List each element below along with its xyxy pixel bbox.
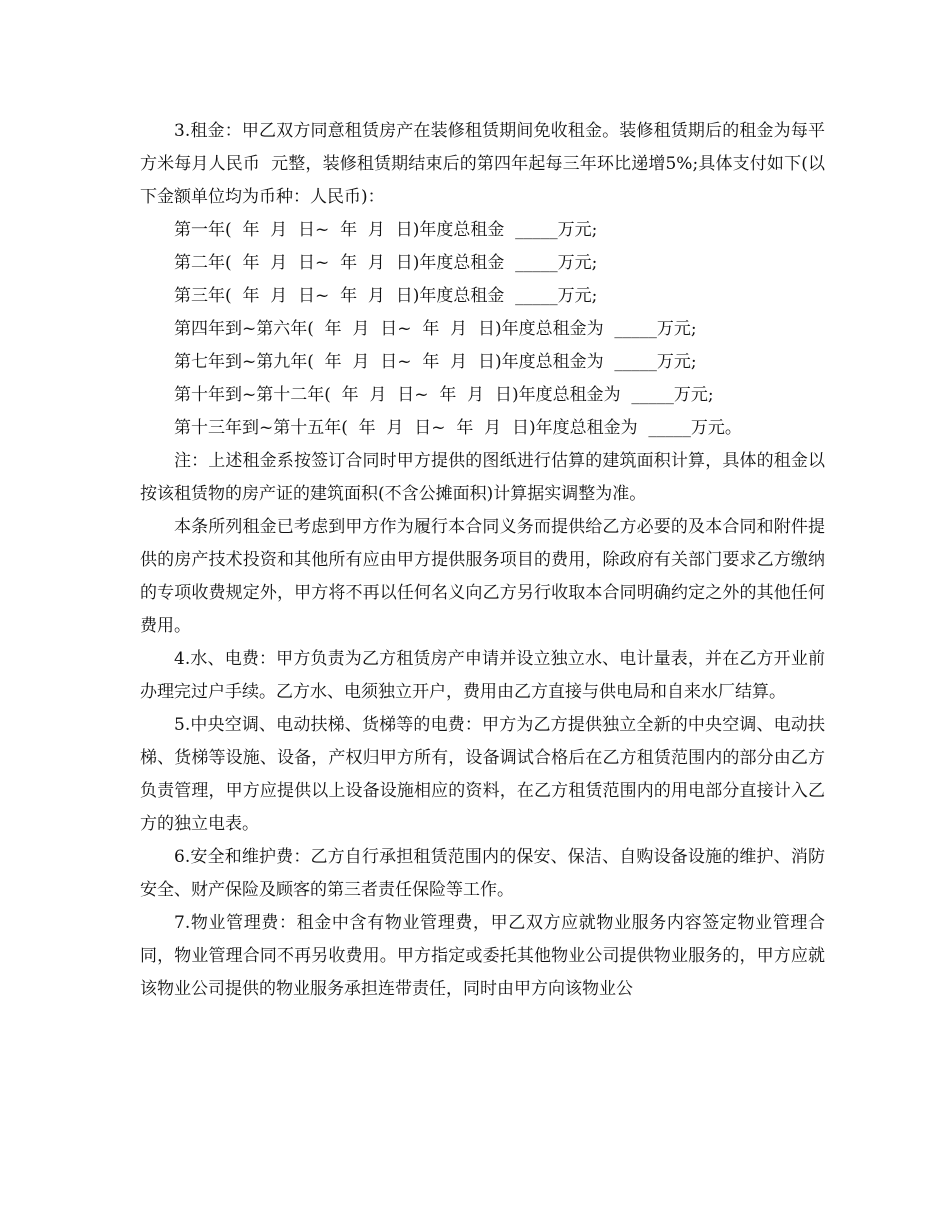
hvac-clause: 5.中央空调、电动扶梯、货梯等的电费：甲方为乙方提供独立全新的中央空调、电动扶梯、货梯等设施、设备，产权归甲方所有，设备调试合格后在乙方租赁范围内的部分由乙方负责管理，甲方应提供以上设备设施相应的资料，在乙方租赁范围内的用电部分直接计入乙方的独立电表。 [140, 715, 825, 834]
rent-years-7-9: 第七年到~第九年( 年 月 日~ 年 月 日)年度总租金为 _____万元; [174, 352, 697, 372]
utilities-clause: 4.水、电费：甲方负责为乙方租赁房产申请并设立独立水、电计量表，并在乙方开业前办理完过户手续。乙方水、电须独立开户，费用由乙方直接与供电局和自来水厂结算。 [140, 649, 825, 702]
rent-clause: 3.租金：甲乙双方同意租赁房产在装修租赁期间免收租金。装修租赁期后的租金为每平方米每月人民币 元整，装修租赁期结束后的第四年起每三年环比递增5%;具体支付如下(以下金额单位均为币种：人民币)： [140, 121, 825, 207]
rent-year-2: 第二年( 年 月 日~ 年 月 日)年度总租金 _____万元; [174, 253, 598, 273]
rent-years-13-15: 第十三年到~第十五年( 年 月 日~ 年 月 日)年度总租金为 _____万元。 [174, 418, 742, 438]
rent-years-4-6: 第四年到~第六年( 年 月 日~ 年 月 日)年度总租金为 _____万元; [174, 319, 697, 339]
rent-years-10-12: 第十年到~第十二年( 年 月 日~ 年 月 日)年度总租金为 _____万元; [174, 385, 714, 405]
security-clause: 6.安全和维护费：乙方自行承担租赁范围内的保安、保洁、自购设备设施的维护、消防安全、财产保险及顾客的第三者责任保险等工作。 [140, 847, 825, 900]
rent-note: 注：上述租金系按签订合同时甲方提供的图纸进行估算的建筑面积计算，具体的租金以按该租赁物的房产证的建筑面积(不含公摊面积)计算据实调整为准。 [140, 451, 825, 504]
property-management-clause: 7.物业管理费：租金中含有物业管理费，甲乙双方应就物业服务内容签定物业管理合同，物业管理合同不再另收费用。甲方指定或委托其他物业公司提供物业服务的，甲方应就该物业公司提供的物业服务承担连带责任，同时由甲方向该物业公 [140, 913, 825, 999]
rent-year-1: 第一年( 年 月 日~ 年 月 日)年度总租金 _____万元; [174, 220, 598, 240]
document-body [140, 115, 825, 1006]
rent-fees-clause: 本条所列租金已考虑到甲方作为履行本合同义务而提供给乙方必要的及本合同和附件提供的房产技术投资和其他所有应由甲方提供服务项目的费用，除政府有关部门要求乙方缴纳的专项收费规定外，甲方将不再以任何名义向乙方另行收取本合同明确约定之外的其他任何费用。 [140, 517, 825, 636]
rent-year-3: 第三年( 年 月 日~ 年 月 日)年度总租金 _____万元; [174, 286, 598, 306]
